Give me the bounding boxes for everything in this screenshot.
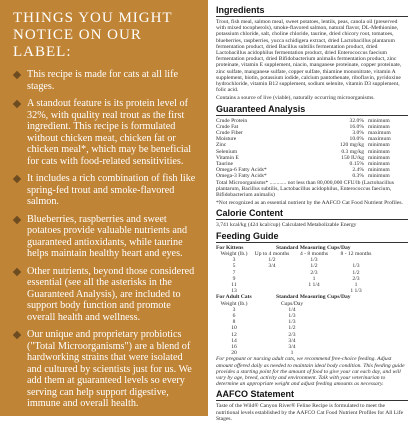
nutrient-qualifier: maximum	[364, 130, 391, 136]
nutrient-value: 0.3%	[334, 173, 364, 179]
nutrient-name: Selenium	[216, 149, 334, 155]
facility-footnote: *The facility in which this food is made also makes foods that include other ingredients not listed. Trace amounts of these other ingredients and other substances may be present.	[13, 416, 198, 441]
table-cell: 1/3	[252, 313, 332, 319]
table-cell: 12	[216, 332, 252, 338]
table-cell: 1/3	[336, 263, 376, 269]
callout-text: Other nutrients, beyond those considered essential (see all the asterisks in the Guaranteed Analysis), are included to support body function and promote overall health and wellness.	[27, 266, 198, 324]
table-cell: 1/2	[252, 257, 292, 263]
nutrient-name: Zinc	[216, 142, 334, 148]
essential-nutrient-note: *Not recognized as an essential nutrient by the AAFCO Cat Food Nutrient Profiles.	[216, 200, 408, 206]
col-8-12: 8 - 12 months	[336, 251, 376, 257]
callout-item	[13, 98, 198, 167]
nutrient-value: 0.15%	[334, 161, 364, 167]
table-cell: 3	[216, 307, 252, 313]
table-cell: 1/2	[292, 263, 336, 269]
col-4-8: 4 - 8 months	[292, 251, 336, 257]
table-cell: 13	[216, 288, 252, 294]
nutrition-label-panel	[208, 0, 416, 416]
table-cell: 1 1/3	[336, 288, 376, 294]
measuring-cups-label: Standard Measuring Cups/Day	[276, 245, 351, 251]
divider	[216, 400, 408, 401]
callout-item	[13, 69, 198, 92]
divider	[216, 242, 408, 243]
table-cell: 1/2	[336, 270, 376, 276]
divider	[216, 219, 408, 220]
diamond-bullet-icon	[13, 267, 21, 275]
divider	[216, 115, 408, 116]
table-cell: 11	[216, 282, 252, 288]
ingredients-note: Contains a source of live (viable), naturally occurring microorganisms.	[216, 95, 408, 101]
nutrient-qualifier: minimum	[364, 149, 390, 155]
nutrient-value: 150 IU/kg	[334, 155, 364, 161]
nutrient-qualifier: minimum	[364, 173, 390, 179]
nutrient-value: 120 mg/kg	[334, 142, 364, 148]
panel-title-line2: NOTICE ON OUR LABEL:	[13, 27, 142, 60]
callout-item	[13, 214, 198, 260]
kitten-table-body	[216, 257, 408, 294]
callout-text: Blueberries, raspberries and sweet potatoes provide valuable nutrients and guaranteed antioxidants, while taurine helps maintain healthy heart and eyes.	[27, 214, 198, 260]
nutrient-qualifier: minimum	[364, 167, 390, 173]
table-cell: 1/4	[252, 307, 332, 313]
table-cell: 1/3	[252, 319, 332, 325]
table-cell: 20	[216, 350, 252, 356]
table-cell: 14	[216, 338, 252, 344]
table-cell: 1 1/4	[292, 282, 336, 288]
adult-col-weight: Weight (lb.)	[216, 301, 252, 307]
nutrient-name: Crude Protein	[216, 118, 334, 124]
divider	[216, 16, 408, 17]
guaranteed-analysis-table	[216, 118, 408, 180]
adult-cats-label: For Adult Cats	[216, 294, 276, 300]
callout-item	[13, 329, 198, 410]
nutrient-name: Crude Fat	[216, 124, 334, 130]
nutrient-name: Taurine	[216, 161, 334, 167]
table-cell: 9	[216, 276, 252, 282]
table-cell: 2/3	[292, 270, 336, 276]
table-cell: 1	[252, 350, 332, 356]
table-cell: 3/4	[252, 338, 332, 344]
nutrient-value: 0.3 mg/kg	[334, 149, 364, 155]
table-cell: 1/3	[292, 257, 336, 263]
nutrient-name: Omega-6 Fatty Acids*	[216, 167, 334, 173]
aafco-heading: AAFCO Statement	[216, 389, 408, 399]
nutrient-value: 32.0%	[334, 118, 364, 124]
feeding-guide-heading: Feeding Guide	[216, 231, 408, 241]
callout-text: It includes a rich combination of fish like spring-fed trout and smoke-flavored salmon.	[27, 173, 198, 208]
nutrient-qualifier: minimum	[364, 155, 390, 161]
table-cell: 2/3	[252, 332, 332, 338]
table-cell: 8	[216, 319, 252, 325]
diamond-bullet-icon	[13, 331, 21, 339]
table-cell: 1	[336, 282, 376, 288]
diamond-bullet-icon	[13, 215, 21, 223]
panel-title-line1: THINGS YOU MIGHT	[13, 10, 173, 26]
table-cell: 5	[216, 263, 252, 269]
guaranteed-analysis-heading: Guaranteed Analysis	[216, 104, 408, 114]
adult-col-cups: Cups/Day	[252, 301, 332, 307]
kittens-label: For Kittens	[216, 245, 276, 251]
panel-title	[13, 10, 198, 61]
feeding-note: For pregnant or nursing adult cats, we recommend free-choice feeding. Adjust amount offered daily as needed to maintain ideal body condition. This feeding guide provides a starting point for the amount of food to give your cat each day, and will vary by age, breed, activity and environment. Talk with your veterinarian to determine an appropriate weight and adjust feeding amounts as necessary.	[216, 356, 408, 387]
callout-item	[13, 266, 198, 324]
nutrient-value: 2.4%	[334, 167, 364, 173]
table-cell: 3	[216, 257, 252, 263]
nutrient-qualifier: maximum	[364, 136, 391, 142]
table-row	[216, 173, 408, 179]
diamond-bullet-icon	[13, 175, 21, 183]
label-callouts-panel	[0, 0, 208, 416]
nutrient-qualifier: minimum	[364, 161, 390, 167]
nutrient-qualifier: minimum	[364, 124, 390, 130]
col-up-to-4: Up to 4 months	[252, 251, 292, 257]
nutrient-name: Crude Fiber	[216, 130, 334, 136]
nutrient-name: Vitamin E	[216, 155, 334, 161]
table-cell: 1/2	[252, 325, 332, 331]
table-cell: 1	[292, 276, 336, 282]
callout-item	[13, 173, 198, 208]
table-cell: 16	[216, 344, 252, 350]
adult-measuring-cups-label: Standard Measuring Cups/Day	[276, 294, 351, 300]
callout-text: Our unique and proprietary probiotics ("Total Microorganisms") are a blend of hardworking strains that were isolated and cultured by scientists just for us. We add them at guaranteed levels so every serving can help support digestive, immune and overall health.	[27, 329, 198, 410]
calorie-content-text: 3,741 kcal/kg (424 kcal/cup) Calculated Metabolizable Energy	[216, 222, 408, 228]
nutrient-value: 3.0%	[334, 130, 364, 136]
nutrient-name: Moisture	[216, 136, 334, 142]
nutrient-qualifier: minimum	[364, 142, 390, 148]
col-weight: Weight (lb.)	[216, 251, 252, 257]
table-cell: 10	[216, 325, 252, 331]
aafco-text: Taste of the Wild® Canyon River® Feline Recipe is formulated to meet the nutritional levels established by the AAFCO Cat Food Nutrient Profiles for All Life Stages.	[216, 403, 408, 422]
diamond-bullet-icon	[13, 71, 21, 79]
diamond-bullet-icon	[13, 100, 21, 108]
table-cell: 3/4	[252, 344, 332, 350]
nutrient-qualifier: minimum	[364, 118, 390, 124]
table-cell: 3/4	[252, 263, 292, 269]
nutrient-value: 16.0%	[334, 124, 364, 130]
callout-text: This recipe is made for cats at all life stages.	[27, 69, 198, 92]
table-cell: 6	[216, 313, 252, 319]
callout-text: A standout feature is its protein level of 32%, with quality real trout as the first ingredient. This recipe is formulated without chicken meat, chicken fat or chicken meal*, which may be beneficial for cats with food-related sensitivities.	[27, 98, 198, 167]
nutrient-name: Omega-3 Fatty Acids*	[216, 173, 334, 179]
ingredients-heading: Ingredients	[216, 5, 408, 15]
calorie-content-heading: Calorie Content	[216, 208, 408, 218]
nutrient-value: 10.0%	[334, 136, 364, 142]
ingredients-text: Trout, fish meal, salmon meal, sweet potatoes, lentils, peas, canola oil (preserved with mixed tocopherols), smoke-flavored salmon, natural flavor, DL-Methionine, potassium chloride, salt, choline chloride, taurine, dried chicory root, tomatoes, blueberries, raspberries, yucca schidigera extract, dried Lactobacillus plantarum fermentation product, dried Bacillus subtilis fermentation product, dried Lactobacillus acidophilus fermentation product, dried Enterococcus faecium fermentation product, dried Bifidobacterium animalis fermentation product, zinc proteinate, vitamin E supplement, niacin, manganese proteinate, copper proteinate, zinc sulfate, manganese sulfate, copper sulfate, thiamine mononitrate, vitamin A supplement, biotin, potassium iodide, calcium pantothenate, riboflavin, pyridoxine hydrochloride, vitamin B12 supplement, sodium selenite, vitamin D3 supplement, folic acid.	[216, 19, 408, 93]
adult-table-body	[216, 307, 408, 357]
table-cell: 7	[216, 270, 252, 276]
microorganisms-text: Total Microorganisms* ............ not less than 80,000,000 CFU/lb (Lactobacillus plantarum, Bacillus subtilis, Lactobacillus acidophilus, Enterococcus faecium, Bifidobacterium animalis)	[216, 180, 408, 199]
table-cell: 2/3	[336, 276, 376, 282]
